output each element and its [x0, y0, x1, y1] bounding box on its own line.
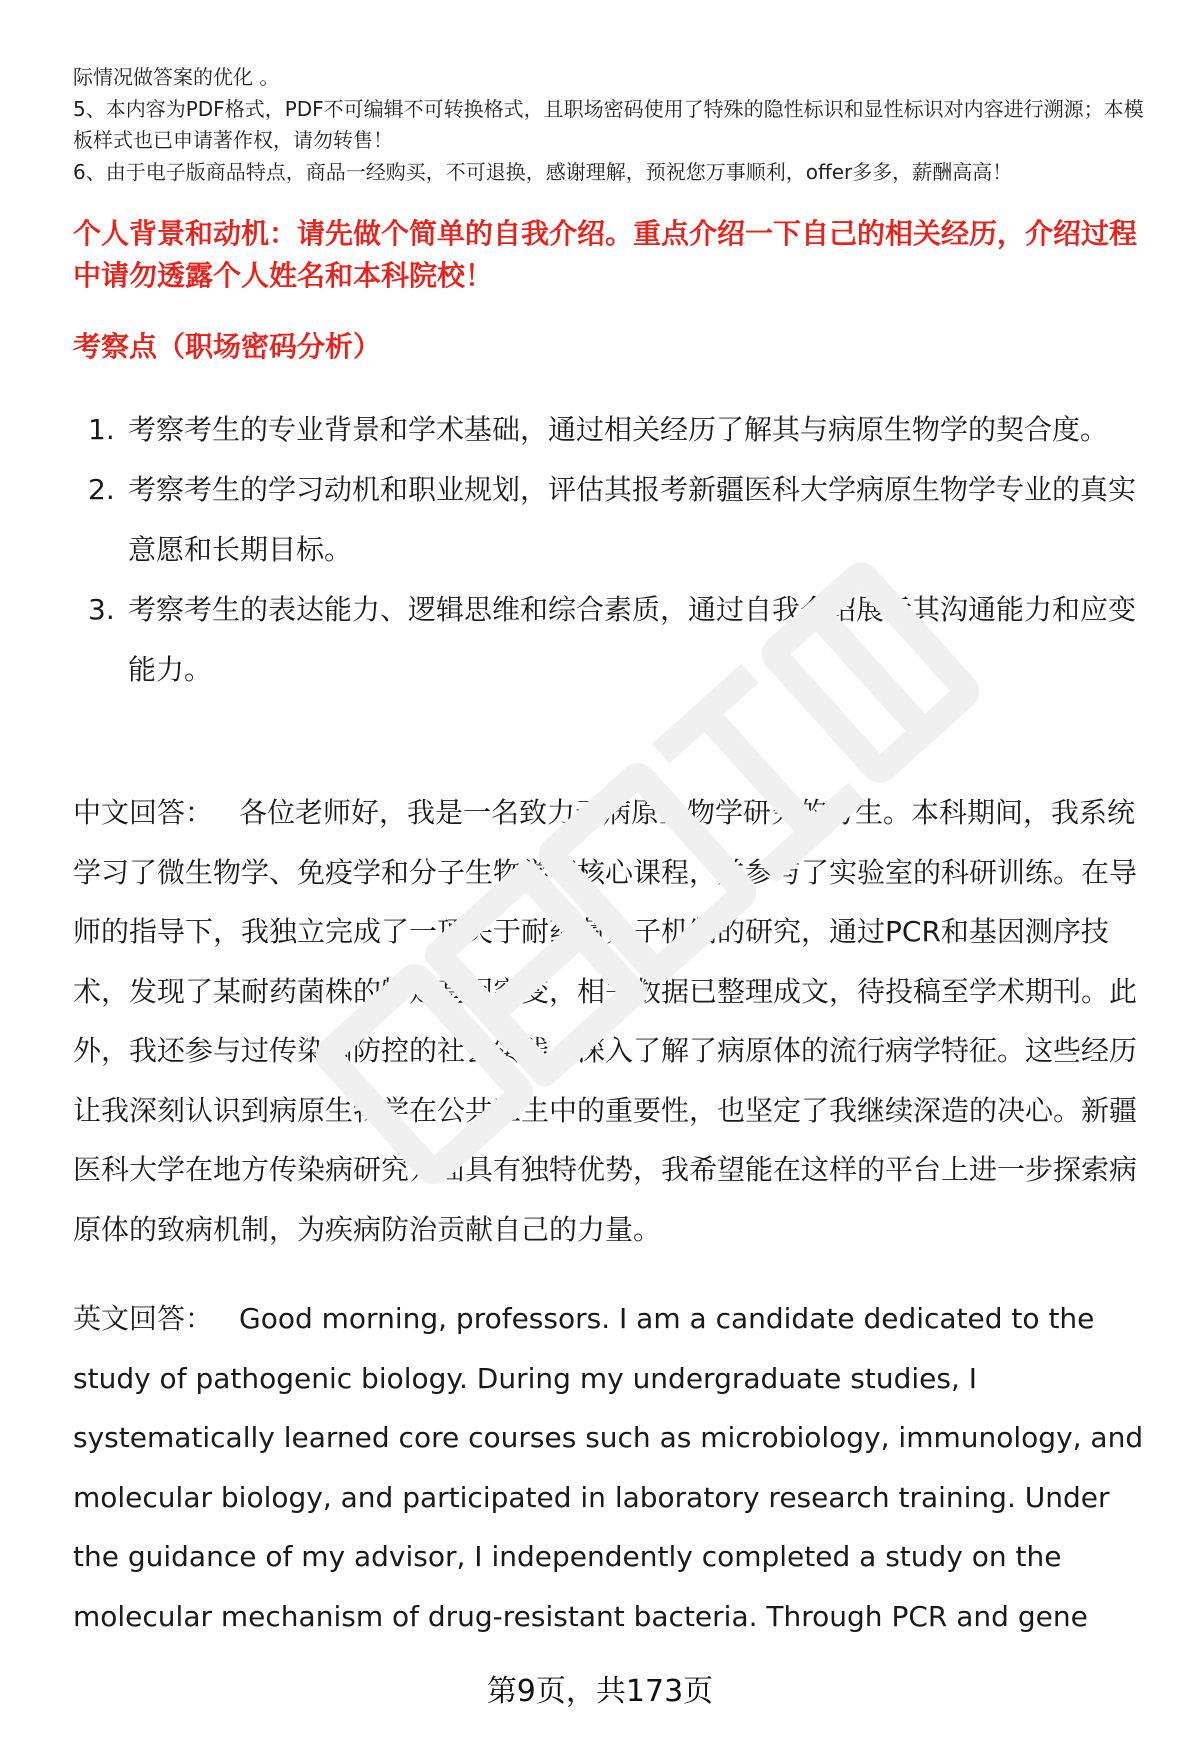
- intro-line: 6、由于电子版商品特点，商品一经购买，不可退换，感谢理解，预祝您万事顺利，offer多多，薪酬高高！: [73, 159, 1013, 184]
- page-number: 第9页，共173页: [486, 1674, 714, 1709]
- intro-line: 际情况做答案的优化 。: [73, 65, 280, 89]
- list-item: [73, 580, 1163, 700]
- list-number: 3.: [88, 593, 115, 626]
- chinese-answer-text: 各位老师好，我是一名致力于病原生物学研究的考生。本科期间，我系统学习了微生物学、免疫学和分子生物学等核心课程，并参与了实验室的科研训练。在导师的指导下，我独立完成了一项关于耐药菌分子机制的研究，通过PCR和基因测序技术，发现了某耐药菌株的特定基因突变，相关数据已整理成文，待投稿至学术期刊。此外，我还参与过传染病防控的社会实践，深入了解了病原体的流行病学特征。这些经历让我深刻认识到病原生物学在公共卫生中的重要性，也坚定了我继续深造的决心。新疆医科大学在地方传染病研究方面具有独特优势，我希望能在这样的平台上进一步探索病原体的致病机制，为疾病防治贡献自己的力量。: [73, 796, 1138, 1246]
- list-item: [73, 400, 1163, 460]
- chinese-answer-label: 中文回答：: [73, 796, 214, 829]
- list-item: [73, 460, 1163, 580]
- assessment-heading: 考察点（职场密码分析）: [73, 330, 382, 363]
- list-item-text: 考察考生的专业背景和学术基础，通过相关经历了解其与病原生物学的契合度。: [128, 413, 1109, 446]
- list-number: 2.: [88, 473, 115, 506]
- chinese-answer: [73, 783, 1163, 1259]
- question-heading: 个人背景和动机：请先做个简单的自我介绍。重点介绍一下自己的相关经历，介绍过程中请勿透露个人姓名和本科院校！: [73, 217, 1138, 292]
- list-item-text: 考察考生的学习动机和职业规划，评估其报考新疆医科大学病原生物学专业的真实意愿和长期目标。: [128, 473, 1137, 566]
- intro-line: 5、本内容为PDF格式，PDF不可编辑不可转换格式，且职场密码使用了特殊的隐性标识和显性标识对内容进行溯源；本模板样式也已申请著作权，请勿转售！: [73, 96, 1144, 152]
- list-item-text: 考察考生的表达能力、逻辑思维和综合素质，通过自我介绍展示其沟通能力和应变能力。: [128, 593, 1137, 686]
- english-answer-label: 英文回答：: [73, 1302, 214, 1335]
- list-number: 1.: [88, 413, 115, 446]
- english-answer-text: Good morning, professors. I am a candidate dedicated to the study of pathogenic biology. During my undergraduate studies, I systematically learned core courses such as microbiology, immunology, and molecular biology, and participated in laboratory research training. Under the guidance of my advisor, I independently completed a study on the molecular mechanism of drug-resistant bacteria. Through PCR and gene: [73, 1302, 1144, 1633]
- intro-notes: [73, 62, 1163, 188]
- assessment-points: [73, 400, 1163, 700]
- english-answer: [73, 1289, 1163, 1646]
